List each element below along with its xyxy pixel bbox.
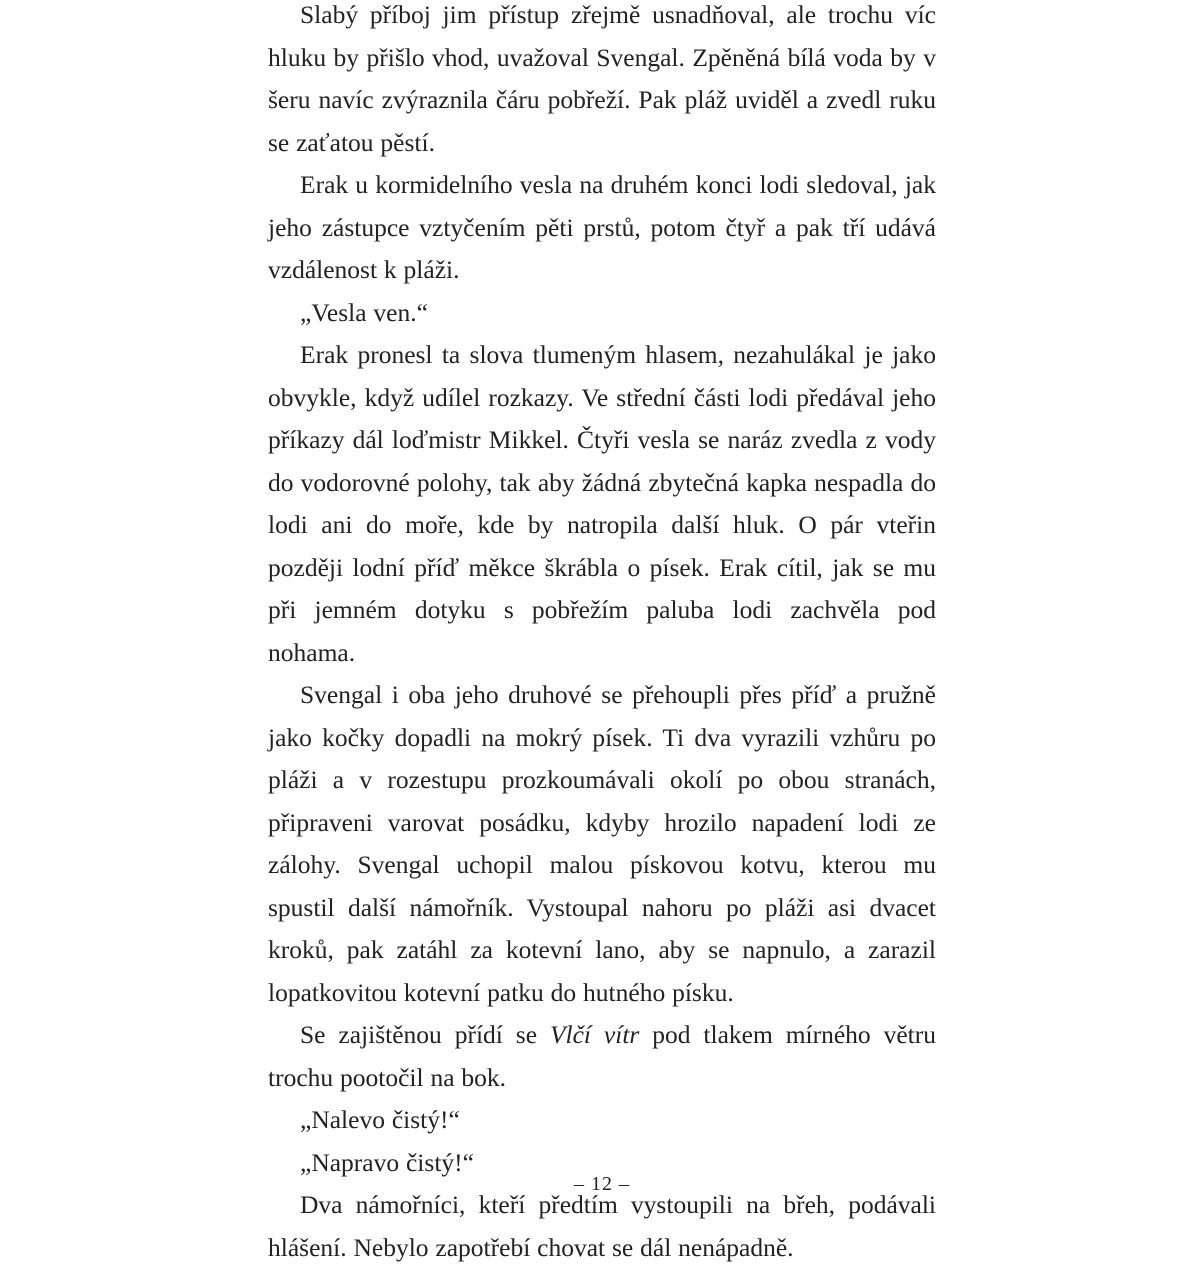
page-number: – 12 –	[574, 1173, 630, 1195]
paragraph: Erak u kormidelního vesla na druhém konci lodi sledoval, jak jeho zástupce vztyčením pěti prstů, potom čtyř a pak tří udává vzdálenost k pláži.	[268, 170, 936, 284]
paragraph-dialogue: „Nalevo čistý!“	[300, 1105, 460, 1134]
paragraph-ship-after: pod tlakem mírného větru trochu pootočil na bok.	[268, 1020, 936, 1092]
paragraph-ship-before: Se zajištěnou přídí se	[300, 1020, 550, 1049]
paragraph: Dva námořníci, kteří předtím vystoupili na břeh, podávali hlášení. Nebylo zapotřebí chovat se dál nenápadně.	[268, 1190, 936, 1262]
paragraph-dialogue: „Napravo čistý!“	[300, 1147, 474, 1177]
book-page	[268, 0, 936, 1262]
paragraph-dialogue: „Vesla ven.“	[300, 297, 428, 327]
ship-name: Vlčí vítr	[549, 1020, 640, 1049]
paragraph: Erak pronesl ta slova tlumeným hlasem, nezahulákal je jako obvykle, když udílel rozkazy. Ve střední části lodi předával jeho příkazy dál loďmistr Mikkel. Čtyři vesla se naráz zvedla z vody do vodorovné polohy, tak aby žádná zbytečná kapka nespadla do lodi ani do moře, kde by natropila další hluk. O pár vteřin později lodní příď měkce škrábla o písek. Erak cítil, jak se mu při jemném dotyku s pobřežím paluba lodi zachvěla pod nohama.	[268, 340, 936, 667]
paragraph-ship	[268, 1014, 936, 1099]
paragraph: Slabý příboj jim přístup zřejmě usnadňoval, ale trochu víc hluku by přišlo vhod, uvažoval Svengal. Zpěněná bílá voda by v šeru navíc zvýraznila čáru pobřeží. Pak pláž uviděl a zvedl ruku se zaťatou pěstí.	[268, 0, 936, 157]
page-text	[268, 0, 936, 1269]
paragraph: Svengal i oba jeho druhové se přehoupli přes příď a pružně jako kočky dopadli na mokrý písek. Ti dva vyrazili vzhůru po pláži a v rozestupu prozkoumávali okolí po obou stranách, připraveni varovat posádku, kdyby hrozilo napadení lodi ze zálohy. Svengal uchopil malou pískovou kotvu, kterou mu spustil další námořník. Vystoupal nahoru po pláži asi dvacet kroků, pak zatáhl za kotevní lano, aby se napnulo, a zarazil lopatkovitou kotevní patku do hutného písku.	[268, 680, 936, 1007]
